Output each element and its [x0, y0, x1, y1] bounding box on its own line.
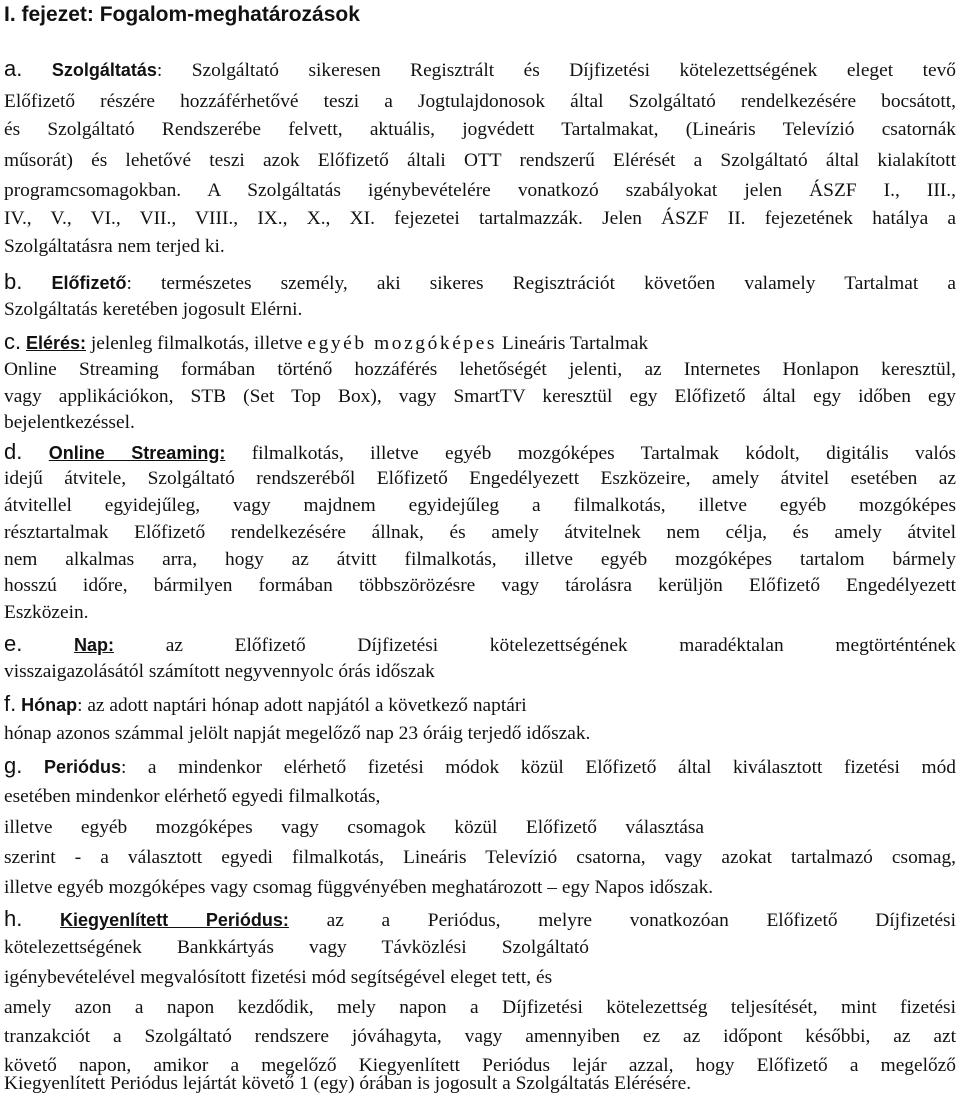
definition-h-line-3: igénybevételével megvalósított fizetési mód segítségével eleget tett, és	[4, 967, 553, 988]
term-szolgaltatas: Szolgáltatás	[51, 60, 157, 80]
definition-d-line-3: átvitellel egyidejűleg, vagy majdnem egyidejűleg a filmalkotás, illetve egyéb mozgóképes	[4, 495, 956, 516]
term-online-streaming: Online Streaming:	[48, 443, 226, 463]
term-kiegyenlitett-periodus: Kiegyenlített Periódus:	[60, 910, 289, 930]
term-elofizeto: Előfizető	[51, 273, 127, 293]
definition-d-line-5: nem alkalmas arra, hogy az átvitt filmalkotás, illetve egyéb mozgóképes tartalom bármely	[4, 549, 956, 570]
definition-c-line-1: c. Elérés: jelenleg filmalkotás, illetve egyéb mozgóképes Lineáris Tartalmak	[4, 329, 649, 354]
term-periodus: Periódus	[43, 757, 121, 777]
definition-marker-g: g.	[4, 753, 23, 778]
definition-g-line-2: esetében mindenkor elérhető egyedi filmalkotás,	[4, 786, 381, 807]
definition-marker-f: f.	[4, 691, 17, 716]
definition-h-line-5: tranzakciót a Szolgáltató rendszere jóváhagyta, vagy amennyiben ez az időpont későbbi, az azt	[4, 1026, 956, 1047]
definition-d-line-1: d. Online Streaming: filmalkotás, illetve egyéb mozgóképes Tartalmak kódolt, digitális valós	[4, 439, 956, 464]
definition-marker-a: a.	[4, 56, 23, 81]
chapter-heading: I. fejezet: Fogalom-meghatározások	[4, 3, 360, 26]
definition-a-line-5: programcsomagokban. A Szolgáltatás igénybevételére vonatkozó szabályokat jelen ÁSZF I., III.,	[4, 180, 956, 201]
definition-a-line-3: és Szolgáltató Rendszerébe felvett, aktuális, jogvédett Tartalmakat, (Lineáris Televízió csatornák	[4, 119, 956, 140]
definition-d-line-2: idejű átvitele, Szolgáltató rendszeréből Előfizető Engedélyezett Eszközeire, amely átvitel esetében az	[4, 468, 956, 489]
definition-marker-b: b.	[4, 269, 23, 294]
definition-g-line-3: illetve egyéb mozgóképes vagy csomagok közül Előfizető választása	[4, 817, 704, 838]
definition-d-line-7: Eszközein.	[4, 602, 89, 623]
definition-d-line-6: hosszú időre, bármilyen formában többszörözésre vagy tárolásra kerüljön Előfizető Engedélyezett	[4, 575, 956, 596]
definition-a-line-1: a. Szolgáltatás: Szolgáltató sikeresen Regisztrált és Díjfizetési kötelezettségének eleget tevő	[4, 56, 956, 81]
definition-c-line-3: vagy applikációkon, STB (Set Top Box), vagy SmartTV keresztül egy Előfizető által egy időben egy	[4, 386, 956, 407]
definition-e-line-2: visszaigazolásától számított negyvennyolc órás időszak	[4, 661, 435, 682]
definition-c-line-2: Online Streaming formában történő hozzáférés lehetőségét jelenti, az Internetes Honlapon keresztül,	[4, 359, 956, 380]
definition-marker-c: c.	[4, 329, 22, 354]
definition-b-line-2: Szolgáltatás keretében jogosult Elérni.	[4, 299, 303, 320]
definition-h-line-6: követő napon, amikor a megelőző Kiegyenlített Periódus lejár azzal, hogy Előfizető a megelőző	[4, 1055, 956, 1076]
definition-b-line-1: b. Előfizető: természetes személy, aki sikeres Regisztrációt követően valamely Tartalmat a	[4, 269, 956, 294]
definition-marker-e: e.	[4, 631, 23, 656]
definition-c-line-4: bejelentkezéssel.	[4, 412, 135, 433]
definition-marker-h: h.	[4, 906, 23, 931]
term-eleres: Elérés:	[25, 333, 87, 353]
definition-a-line-4: műsorát) és lehetővé teszi azok Előfizető általi OTT rendszerű Elérését a Szolgáltató által kialakított	[4, 150, 956, 171]
definition-h-line-2: kötelezettségének Bankkártyás vagy Távközlési Szolgáltató	[4, 937, 589, 958]
term-nap: Nap:	[74, 635, 115, 655]
definition-h-line-1: h. Kiegyenlített Periódus: az a Periódus, melyre vonatkozóan Előfizető Díjfizetési	[4, 906, 956, 931]
definition-f-line-1: f. Hónap: az adott naptári hónap adott napjától a következő naptári	[4, 691, 527, 716]
definition-d-line-4: résztartalmak Előfizető rendelkezésére állnak, és amely átvitelnek nem célja, és amely átvitel	[4, 522, 956, 543]
definition-h-line-7: Kiegyenlített Periódus lejártát követő 1 (egy) órában is jogosult a Szolgáltatás Elérésére.	[4, 1073, 692, 1094]
definition-g-line-4: szerint - a választott egyedi filmalkotás, Lineáris Televízió csatorna, vagy azokat tartalmazó csomag,	[4, 847, 956, 868]
definition-a-line-2: Előfizető részére hozzáférhetővé teszi a Jogtulajdonosok által Szolgáltató rendelkezésére bocsátott,	[4, 91, 956, 112]
term-honap: Hónap	[21, 695, 78, 715]
definition-h-line-4: amely azon a napon kezdődik, mely napon a Díjfizetési kötelezettség teljesítését, mint fizetési	[4, 997, 956, 1018]
definition-a-line-6: IV., V., VI., VII., VIII., IX., X., XI. fejezetei tartalmazzák. Jelen ÁSZF II. fejezetének hatálya a	[4, 208, 956, 229]
definition-g-line-1: g. Periódus: a mindenkor elérhető fizetési módok közül Előfizető által kiválasztott fizetési mód	[4, 753, 956, 778]
definition-marker-d: d.	[4, 439, 23, 464]
definition-g-line-5: illetve egyéb mozgóképes vagy csomag függvényében meghatározott – egy Napos időszak.	[4, 877, 714, 898]
definition-f-line-2: hónap azonos számmal jelölt napját megelőző nap 23 óráig terjedő időszak.	[4, 723, 591, 744]
definition-e-line-1: e. Nap: az Előfizető Díjfizetési kötelezettségének maradéktalan megtörténtének	[4, 631, 957, 656]
definition-a-line-7: Szolgáltatásra nem terjed ki.	[4, 236, 225, 257]
